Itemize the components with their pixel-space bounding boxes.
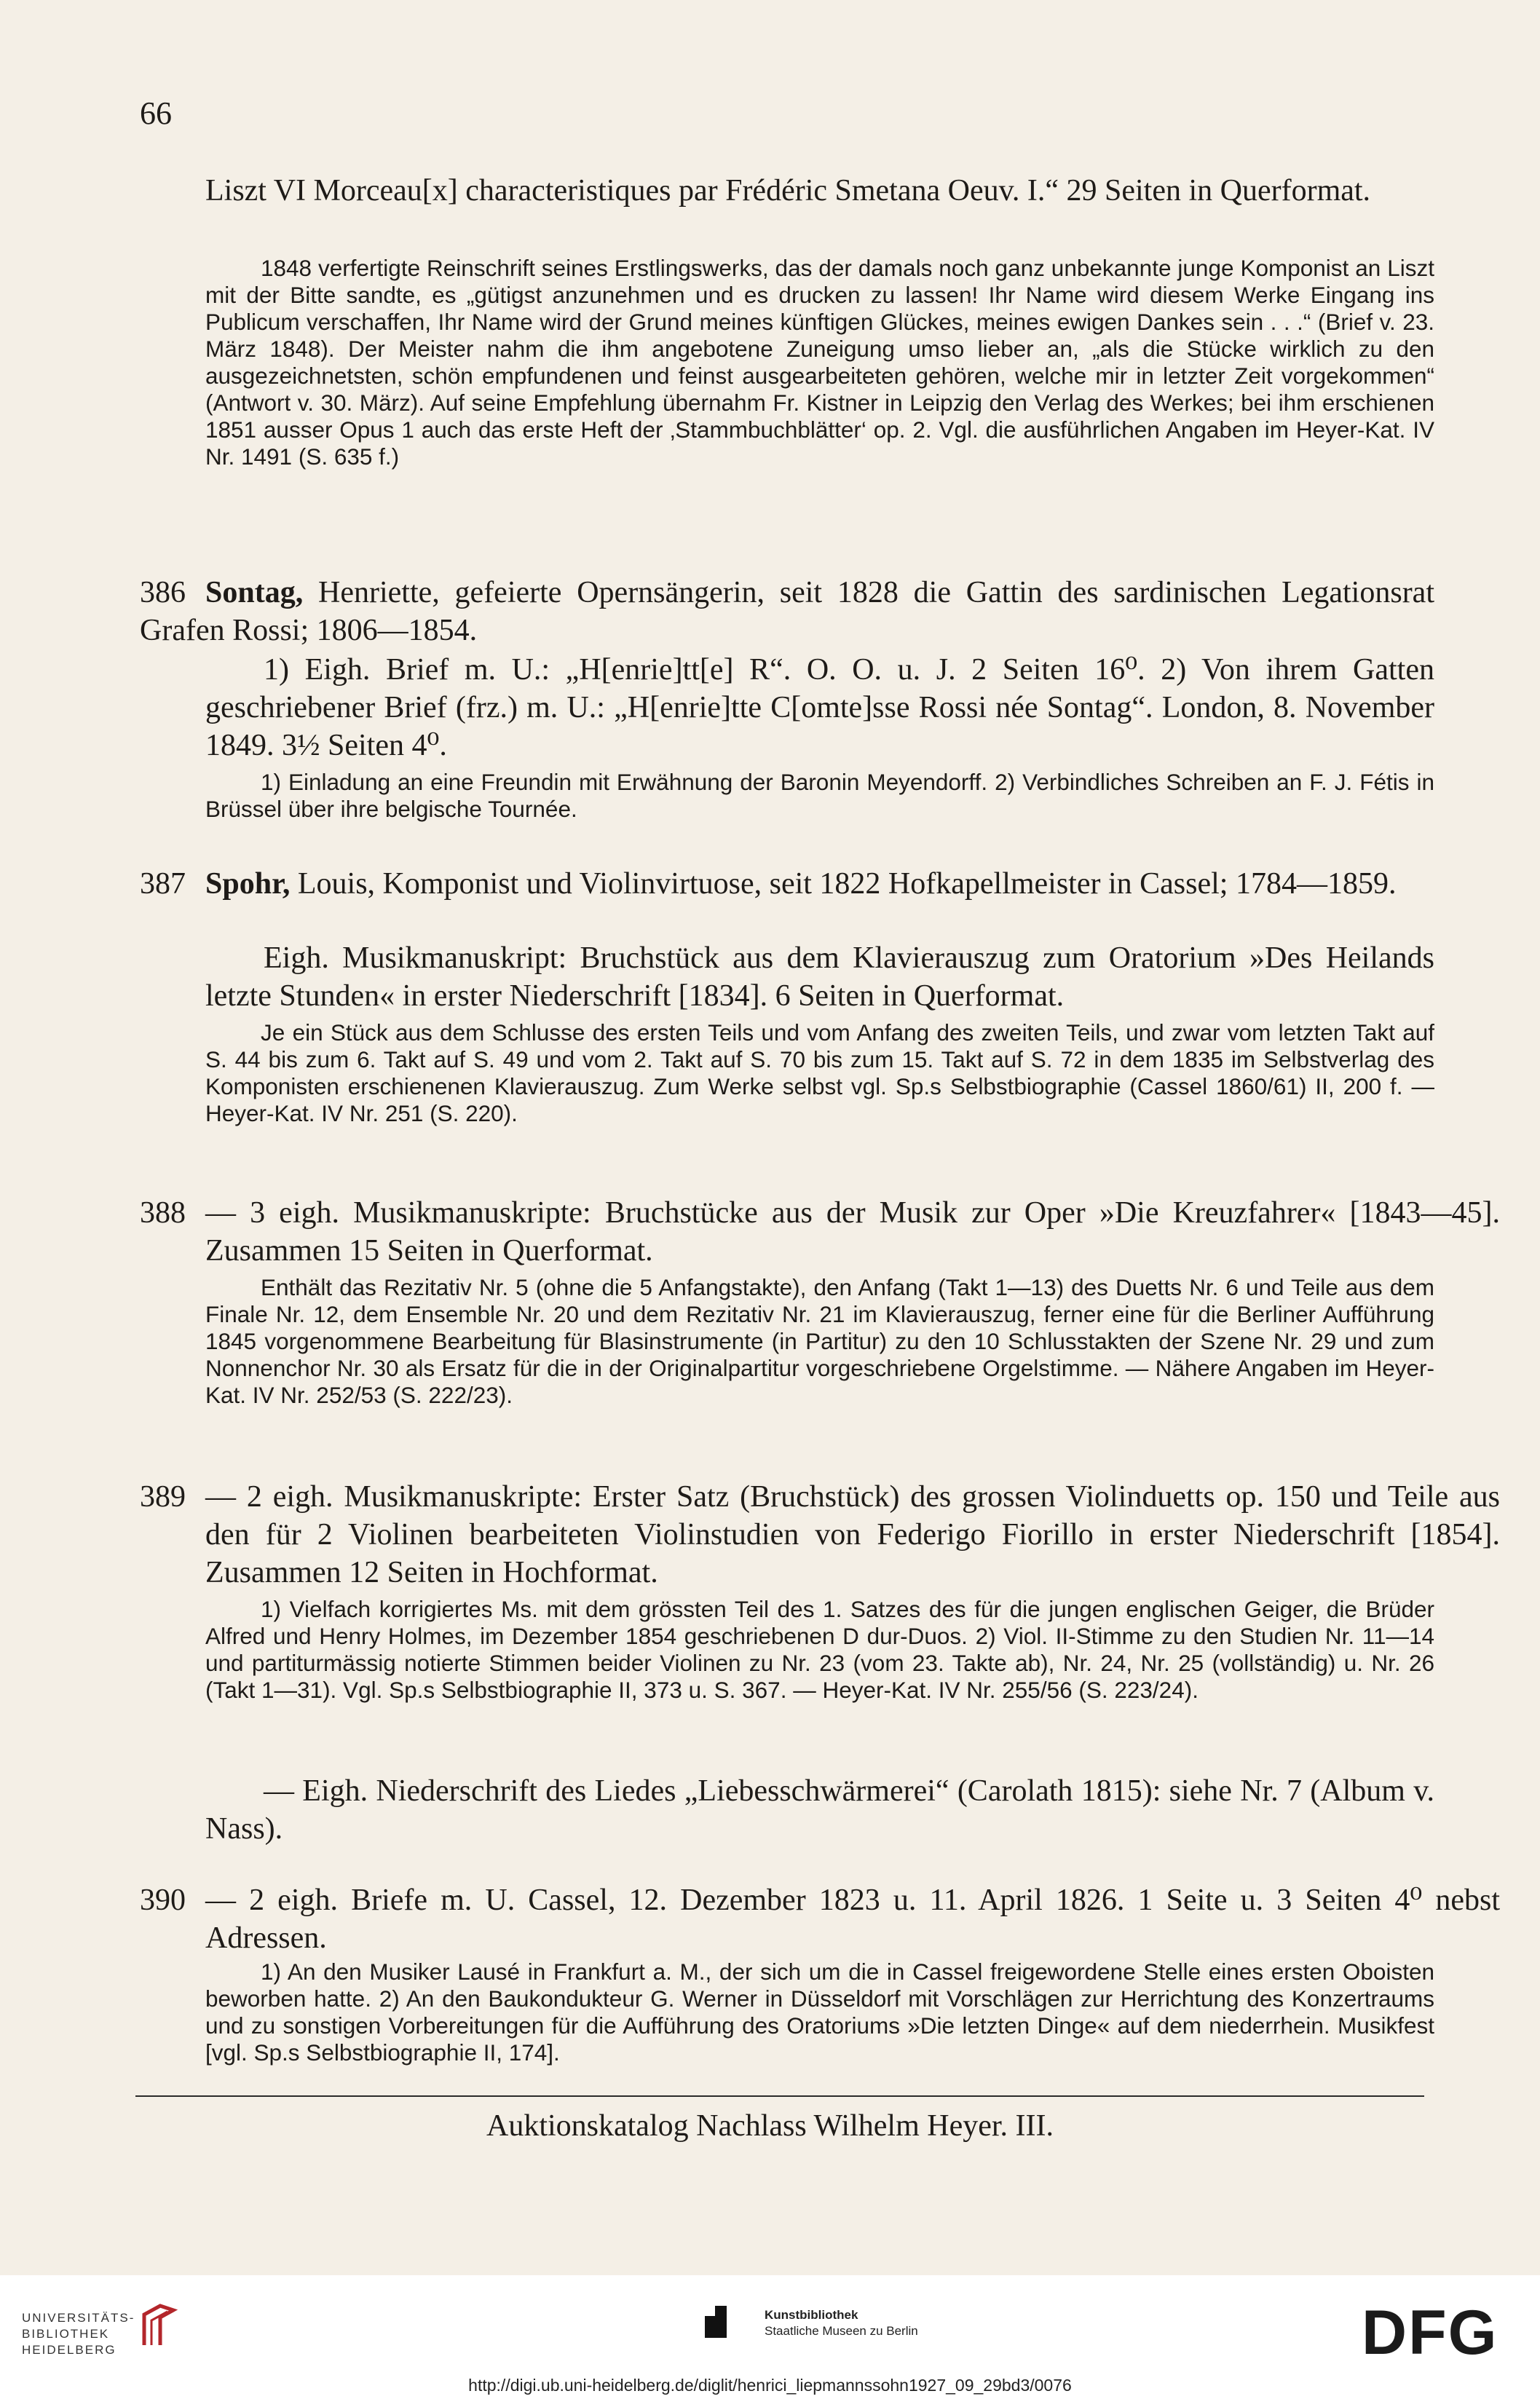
kb-sub: Staatliche Museen zu Berlin (765, 2324, 918, 2338)
entry-head-text: — 3 eigh. Musikmanuskripte: Bruchstücke aus der Musik zur Oper »Die Kreuzfahrer« [1843—45]. Zusammen 15 Seiten in Querformat. (205, 1196, 1500, 1268)
entry-head-text: — 2 eigh. Musikmanuskripte: Erster Satz (Bruchstück) des grossen Violinduetts op. 150 und Teile aus den für 2 Violinen bearbeiteten Violinstudien von Federigo Fiorillo in erster Niederschrift [1854]. Zusammen 12 Seiten in Hochformat. (205, 1480, 1500, 1589)
entry-liszt-main: Liszt VI Morceau[x] characteristiques par Frédéric Smetana Oeuv. I.“ 29 Seiten in Querformat. (205, 174, 1371, 208)
entry-386-body: 1) Eigh. Brief m. U.: „H[enrie]tt[e] R“. O. O. u. J. 2 Seiten 16⁰. 2) Von ihrem Gatten geschriebener Brief (frz.) m. U.: „H[enrie]tte C[omte]sse Rossi née Sontag“. London, 8. November 1849. 3½ Seiten 4⁰. (205, 653, 1434, 762)
dfg-logo[interactable]: DFG (1362, 2298, 1498, 2368)
university-library-logo-text[interactable] (22, 2310, 135, 2358)
kunstbibliothek-text (765, 2307, 918, 2339)
entry-387-note: Je ein Stück aus dem Schlusse des ersten Teils und vom Anfang des zweiten Teils, und zwar vom letzten Takt auf S. 44 bis zum 6. Takt auf S. 49 und vom 2. Takt auf S. 70 bis zum 15. Takt auf S. 72 in dem 1835 im Selbstverlag des Komponisten erschienenen Klavierauszug. Zum Werke selbst vgl. Sp.s Selbstbiographie (Cassel 1860/61) II, 200 f. — Heyer-Kat. IV Nr. 251 (S. 220). (205, 1019, 1434, 1126)
entry-number: 388 (140, 1196, 186, 1230)
entry-388-note: Enthält das Rezitativ Nr. 5 (ohne die 5 Anfangstakte), den Anfang (Takt 1—13) des Duetts Nr. 6 und Teile aus dem Finale Nr. 12, dem Ensemble Nr. 20 und dem Rezitativ Nr. 21 im Klavierauszug, ferner eine für die Berliner Aufführung 1845 vorgenommene Bearbeitung für Blasinstrumente (in Partitur) zu den 10 Schlusstakten der Szene Nr. 29 und zum Nonnenchor Nr. 30 als Ersatz für die in der Originalpartitur vorgeschriebene Orgelstimme. — Nähere Angaben im Heyer-Kat. IV Nr. 252/53 (S. 222/23). (205, 1274, 1434, 1408)
kb-name: Kunstbibliothek (765, 2308, 858, 2322)
entry-386-note: 1) Einladung an eine Freundin mit Erwähnung der Baronin Meyendorff. 2) Verbindliches Schreiben an F. J. Fétis in Brüssel über ihre belgische Tournée. (205, 769, 1434, 822)
entry-387-head (140, 865, 1434, 903)
entry-390-head (140, 1881, 1500, 1957)
footer-rule (135, 2095, 1424, 2097)
entry-number: 389 (140, 1480, 186, 1514)
entry-liszt-note: 1848 verfertigte Reinschrift seines Erstlingswerks, das der damals noch ganz unbekannte junge Komponist an Liszt mit der Bitte sandte, es „gütigst anzunehmen und es drucken zu lassen! Ihr Name wird diesem Werke Eingang ins Publicum verschaffen, Ihr Name wird der Grund meines künftigen Glückes, meines ewigen Dankes sein . . .“ (Brief v. 23. März 1848). Der Meister nahm die ihm angebotene Zuneigung umso lieber an, „als die Stücke wirklich zu den ausgezeichnetsten, schön empfundenen und feinst ausgearbeiteten gehören, welche mir in letzter Zeit vorgekommen“ (Antwort v. 30. März). Auf seine Empfehlung übernahm Fr. Kistner in Leipzig den Verlag des Werkes; bei ihm erschienen 1851 ausser Opus 1 auch das erste Heft der ‚Stammbuchblätter‘ op. 2. Vgl. die ausführlichen Angaben im Heyer-Kat. IV Nr. 1491 (S. 635 f.) (205, 255, 1434, 470)
entry-390-note: 1) An den Musiker Lausé in Frankfurt a. M., der sich um die in Cassel freigewordene Stelle eines ersten Oboisten beworben hatte. 2) An den Baukondukteur G. Werner in Düsseldorf mit Vorschlägen zur Herrichtung des Konzertraums und zu sonstigen Vorbereitungen für die Aufführung des Oratoriums »Die letzten Dinge« auf dem niederrhein. Musikfest [vgl. Sp.s Selbstbiographie II, 174]. (205, 1959, 1434, 2066)
permalink-url[interactable]: http://digi.ub.uni-heidelberg.de/diglit/henrici_liepmannssohn1927_09_29bd3/0076 (468, 2376, 1072, 2395)
footer-title: Auktionskatalog Nachlass Wilhelm Heyer. III. (486, 2109, 1054, 2143)
uni-line: BIBLIOTHEK (22, 2327, 110, 2341)
entry-389-extra: — Eigh. Niederschrift des Liedes „Liebesschwärmerei“ (Carolath 1815): siehe Nr. 7 (Album v. Nass). (205, 1774, 1434, 1846)
entry-387-body: Eigh. Musikmanuskript: Bruchstück aus dem Klavierauszug zum Oratorium »Des Heilands letzte Stunden« in erster Niederschrift [1834]. 6 Seiten in Querformat. (205, 941, 1434, 1013)
entry-389-head (140, 1478, 1500, 1592)
uni-line: UNIVERSITÄTS- (22, 2311, 135, 2325)
entry-388-head (140, 1194, 1500, 1270)
entry-number: 387 (140, 867, 186, 901)
heidelberg-logo-icon[interactable] (138, 2301, 179, 2349)
entry-389-note: 1) Vielfach korrigiertes Ms. mit dem grössten Teil des 1. Satzes des für die jungen englischen Geiger, die Brüder Alfred und Henry Holmes, im Dezember 1854 geschriebenen D dur-Duos. 2) Viol. II-Stimme zu den Studien Nr. 11—14 und partiturmässig notierte Stimmen beider Violinen zu Nr. 23 (vom 23. Takte ab), Nr. 24, Nr. 25 (vollständig) u. Nr. 26 (Takt 1—31). Vgl. Sp.s Selbstbiographie II, 373 u. S. 367. — Heyer-Kat. IV Nr. 255/56 (S. 223/24). (205, 1596, 1434, 1703)
entry-head-text: Louis, Komponist und Violinvirtuose, seit 1822 Hofkapellmeister in Cassel; 1784—1859. (297, 867, 1397, 901)
uni-line: HEIDELBERG (22, 2343, 117, 2357)
person-name: Spohr, (205, 867, 291, 901)
entry-386-head (140, 574, 1434, 649)
page-number: 66 (140, 95, 172, 131)
person-name: Sontag, (205, 576, 304, 609)
entry-head-text: — 2 eigh. Briefe m. U. Cassel, 12. Dezember 1823 u. 11. April 1826. 1 Seite u. 3 Seiten 4⁰ nebst Adressen. (205, 1884, 1500, 1955)
entry-head-text: Henriette, gefeierte Opernsängerin, seit 1828 die Gattin des sardinischen Legationsrat Grafen Rossi; 1806—1854. (140, 576, 1434, 647)
entry-number: 390 (140, 1884, 186, 1917)
library-bar (0, 2275, 1540, 2399)
kunstbibliothek-logo-icon[interactable] (705, 2306, 737, 2338)
entry-number: 386 (140, 576, 186, 609)
